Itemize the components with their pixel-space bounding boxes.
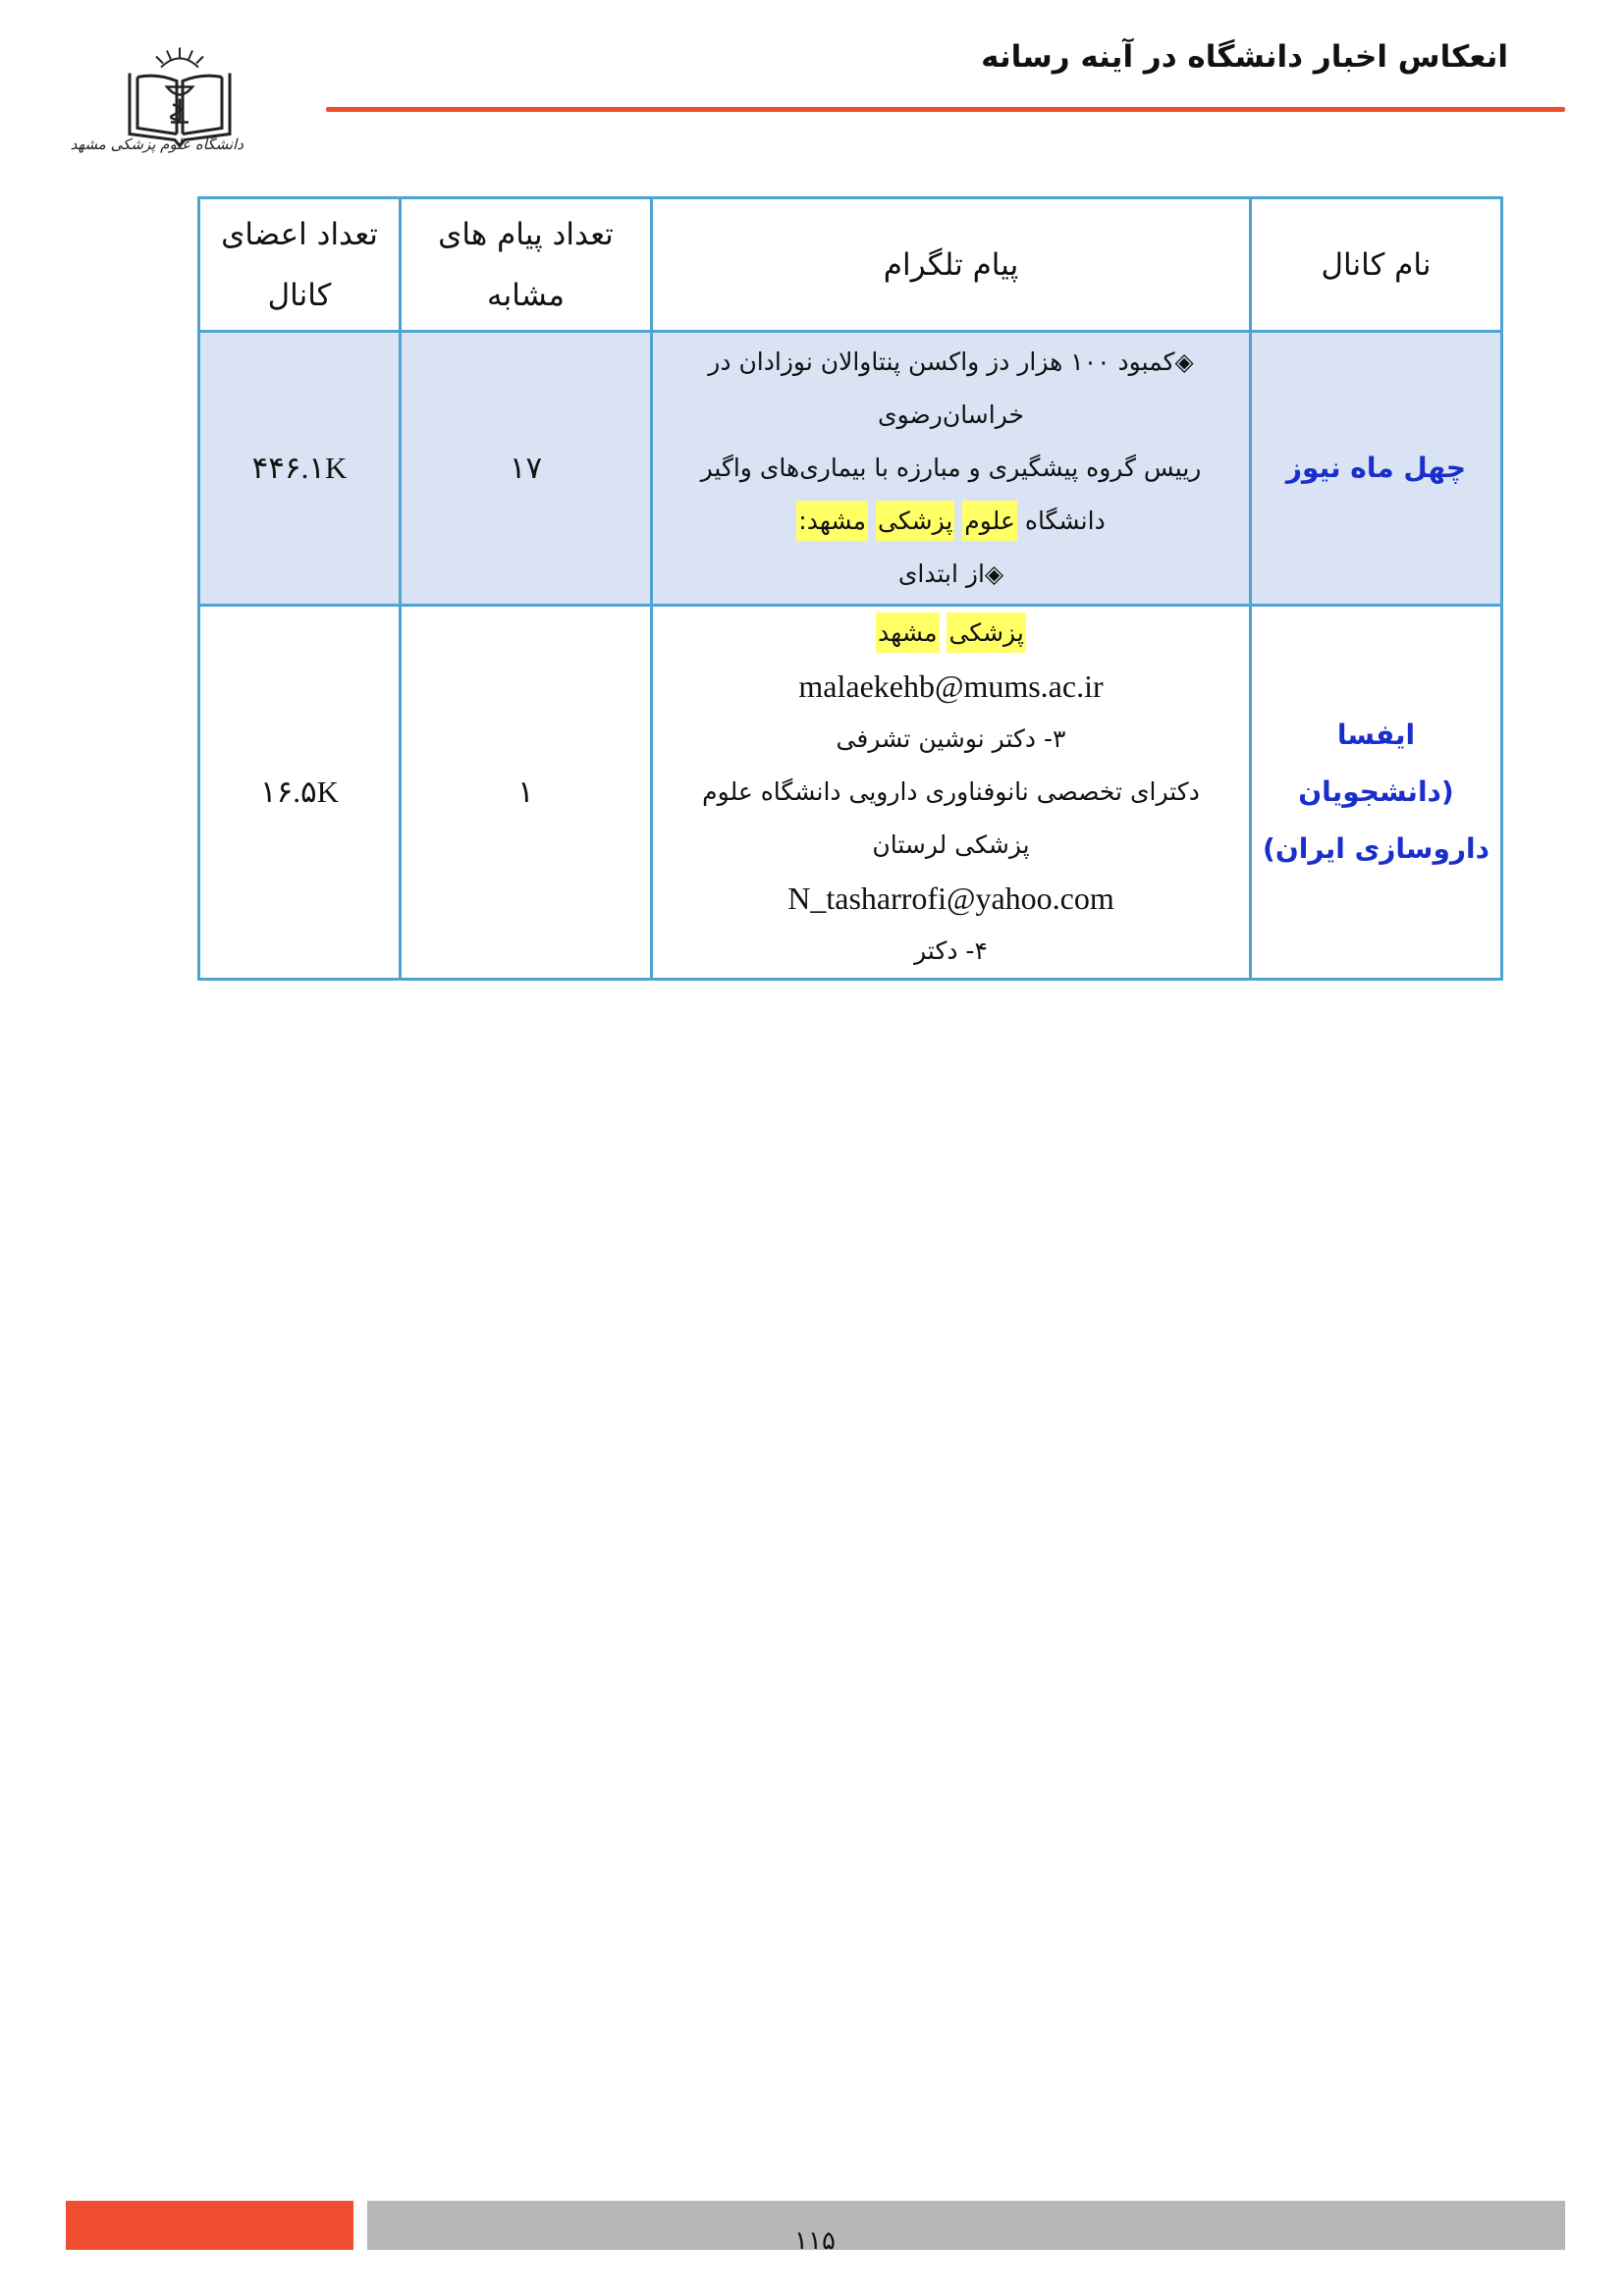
channel-members-cell — [199, 606, 401, 980]
channel-members-count: ۴۴۶.۱K — [251, 451, 348, 485]
channel-members-count: ۱۶.۵K — [259, 774, 340, 809]
message-line: پزشکی لرستان — [872, 830, 1030, 859]
telegram-news-table — [197, 196, 1503, 981]
message-cell — [652, 332, 1251, 606]
message-line: ۴- دکتر — [914, 936, 988, 965]
logo-caption: دانشگاه علوم پزشکی مشهد — [70, 135, 244, 153]
table-row — [199, 332, 1502, 606]
footer-accent-bar — [66, 2201, 353, 2250]
channel-name-cell — [1251, 332, 1502, 606]
channel-name-cell — [1251, 606, 1502, 980]
header-channel-members: تعداد اعضای کانال — [199, 198, 401, 332]
table-header-row — [199, 198, 1502, 332]
highlighted-keyword: مشهد — [876, 613, 939, 653]
table-row — [199, 606, 1502, 980]
highlighted-keyword: پزشکی — [947, 613, 1025, 653]
message-line: دکترای تخصصی نانوفناوری دارویی دانشگاه علوم — [702, 777, 1200, 806]
similar-messages-cell — [401, 332, 652, 606]
channel-name: ایفسا — [1336, 719, 1416, 751]
similar-messages-count: ۱ — [517, 774, 534, 810]
page-number: ۱۱۵ — [794, 2226, 836, 2256]
channel-name: چهل ماه نیوز — [1285, 452, 1467, 484]
channel-name: (دانشجویان — [1298, 775, 1454, 808]
highlighted-keyword: علوم — [962, 501, 1017, 541]
header-telegram-message: پیام تلگرام — [652, 198, 1251, 332]
highlighted-keyword: مشهد: — [796, 501, 868, 541]
message-cell — [652, 606, 1251, 980]
page-header-title: انعکاس اخبار دانشگاه در آینه رسانه — [981, 39, 1508, 75]
email-address: malaekehb@mums.ac.ir — [798, 668, 1104, 704]
message-line — [661, 495, 1241, 548]
footer-bar — [367, 2201, 1565, 2250]
channel-members-cell — [199, 332, 401, 606]
header-divider — [326, 107, 1565, 112]
header-channel-name: نام کانال — [1251, 198, 1502, 332]
similar-messages-count: ۱۷ — [509, 451, 543, 486]
message-line: رییس گروه پیشگیری و مبارزه با بیماری‌های واگیر — [700, 454, 1202, 482]
message-line: خراسان‌رضوی — [878, 400, 1024, 429]
similar-messages-cell — [401, 606, 652, 980]
highlighted-keyword: پزشکی — [876, 501, 954, 541]
message-line: ◈از ابتدای — [897, 560, 1004, 588]
channel-name: داروسازی ایران) — [1263, 832, 1489, 865]
email-address: N_tasharrofi@yahoo.com — [787, 881, 1114, 916]
message-text: دانشگاه — [1024, 507, 1106, 535]
message-line: ۳- دکتر نوشین تشرفی — [836, 724, 1066, 753]
message-line — [661, 607, 1241, 660]
header-similar-messages: تعداد پیام های مشابه — [401, 198, 652, 332]
message-line: ◈کمبود ۱۰۰ هزار دز واکسن پنتاوالان نوزادان در — [708, 347, 1194, 376]
